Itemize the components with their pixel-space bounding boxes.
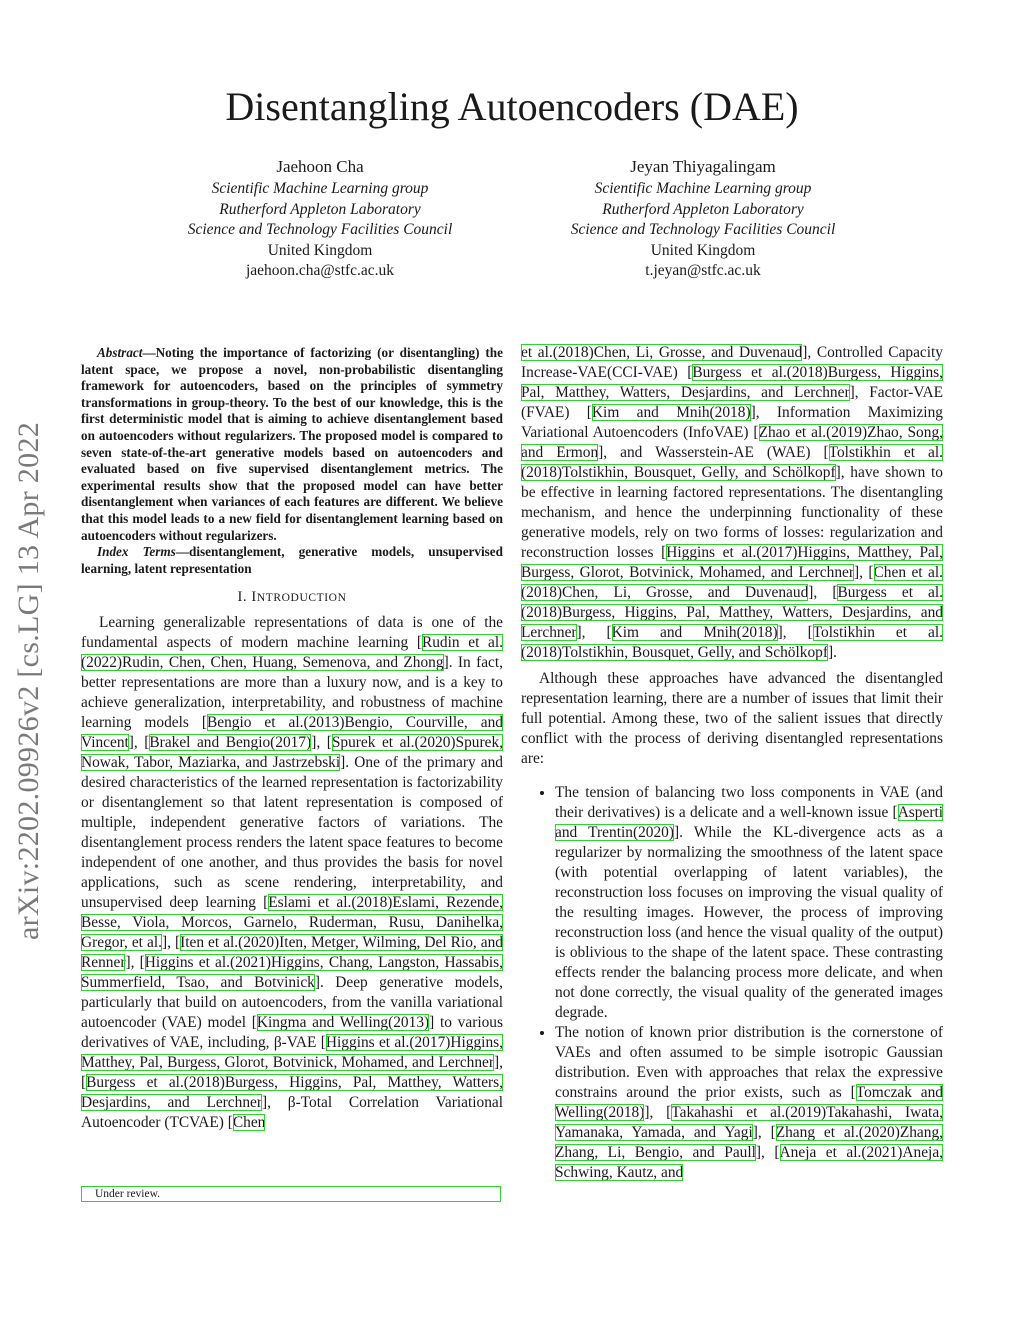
intro-paragraph-continued: [521, 343, 943, 663]
text-run: ], [: [777, 624, 813, 641]
citation-link[interactable]: Kim and Mnih(2018): [591, 404, 751, 421]
citation-link[interactable]: Higgins et al.(2021)Higgins, Chang, Langston, Hassabis, Summerfield, Tsao, and Botvinick: [81, 954, 504, 992]
author-email: jaehoon.cha@stfc.ac.uk: [245, 262, 395, 279]
text-run: ] to various derivatives of VAE, including, β-VAE [: [81, 1014, 503, 1052]
text-run: ]. One of the primary and desired characteristics of the learned representation is factorizability or disentanglement so that latent representation is composed of multiple, independent generative factors of variations. The disentanglement process renders the latent space features to become independent of one another, and thus provides the basis for novel applications, such as scene rendering, interpretability, and unsupervised deep learning [: [81, 754, 503, 912]
citation-link[interactable]: Iten et al.(2020)Iten, Metger, Wilming, Del Rio, and Renner: [81, 934, 503, 972]
arxiv-stamp: arXiv:2202.09926v2 [cs.LG] 13 Apr 2022: [12, 421, 45, 940]
text-run: ], [: [576, 624, 612, 641]
citation-link[interactable]: Zhang et al.(2020)Zhang, Zhang, Li, Bengio, and Paull: [555, 1124, 944, 1161]
section-heading-introduction: [81, 588, 503, 607]
text-run: ], [: [81, 1054, 503, 1092]
text-run: ], have shown to be effective in learning factored representations. The disentangling mechanism, and hence the underpinning functionality of these generative models, rely on two forms of losses: regularization and reconstruction losses [: [521, 464, 943, 561]
text-run: ], Information Maximizing Variational Autoencoders (InfoVAE) [: [521, 404, 943, 441]
citation-link[interactable]: Burgess et al.(2018)Burgess, Higgins, Pal, Matthey, Watters, Desjardins, and Lerchner: [521, 364, 944, 401]
citation-link[interactable]: Asperti and Trentin(2020): [555, 804, 943, 841]
author-country: United Kingdom: [267, 241, 373, 259]
abstract-lead: Abstract: [97, 345, 143, 360]
text-run: ], [: [125, 954, 145, 972]
text-run: ], [: [755, 1144, 780, 1161]
author-block-1: [140, 156, 500, 282]
text-run: ], [: [311, 734, 332, 752]
text-run: ], and Wasserstein-AE (WAE) [: [598, 444, 829, 461]
text-run: The tension of balancing two loss components in VAE (and their derivatives) is a delicate and a well-known issue [: [555, 784, 943, 821]
text-run: ], [: [854, 564, 874, 581]
citation-link[interactable]: Aneja et al.(2021)Aneja, Schwing, Kautz, and: [555, 1144, 944, 1181]
list-item: [555, 783, 943, 1023]
author-lab: Rutherford Appleton Laboratory: [219, 200, 421, 218]
author-council: Science and Technology Facilities Council: [570, 221, 836, 238]
paper-title: Disentangling Autoencoders (DAE): [225, 84, 799, 129]
section-title-rest: NTRODUCTION: [256, 592, 347, 605]
citation-link[interactable]: Brakel and Bengio(2017): [149, 734, 312, 752]
author-block-2: [523, 156, 883, 282]
author-email: t.jeyan@stfc.ac.uk: [645, 262, 761, 279]
author-council: Science and Technology Facilities Council: [187, 221, 453, 238]
citation-link[interactable]: Eslami et al.(2018)Eslami, Rezende, Besse, Viola, Morcos, Garnelo, Ruderman, Rusu, Danihelka, Gregor, et al.: [81, 894, 503, 952]
index-terms: [81, 544, 503, 577]
left-column: [81, 345, 503, 1133]
footnote[interactable]: Under review.: [81, 1186, 501, 1202]
text-run: ], [: [752, 1124, 776, 1141]
citation-link[interactable]: Zhao et al.(2019)Zhao, Song, and Ermon: [521, 424, 943, 461]
citation-link[interactable]: Kingma and Welling(2013): [256, 1014, 430, 1032]
citation-link[interactable]: Higgins et al.(2017)Higgins, Matthey, Pal, Burgess, Glorot, Botvinick, Mohamed, and Lerchner: [81, 1034, 503, 1072]
text-run: ], [: [808, 584, 838, 601]
intro-paragraph: [81, 613, 503, 1133]
text-run: ]. Deep generative models, particularly that build on autoencoders, from the vanilla variational autoencoder (VAE) model [: [81, 974, 503, 1032]
text-run: ], Controlled Capacity Increase-VAE(CCI-VAE) [: [521, 344, 943, 381]
author-name: Jeyan Thiyagalingam: [630, 157, 776, 176]
text-run: The notion of known prior distribution is the cornerstone of VAEs and often assumed to be simple isotropic Gaussian distribution. Even with approaches that relax the expressive constrains around the prior exists, such as [: [555, 1024, 943, 1101]
abstract: [81, 345, 503, 544]
author-lab: Rutherford Appleton Laboratory: [602, 200, 804, 218]
author-name: Jaehoon Cha: [276, 157, 364, 176]
text-run: ], Factor-VAE (FVAE) [: [521, 384, 943, 421]
issues-list: [521, 783, 943, 1183]
citation-link[interactable]: Chen: [232, 1114, 266, 1132]
abstract-body: —Noting the importance of factorizing (or disentangling) the latent space, we propose a novel, non-probabilistic disentangling framework for autoencoders, based on the principles of symmetry transformations in group-theory. To the best of our knowledge, this is the first deterministic model that is aiming to achieve disentanglement based on autoencoders without regularizers. The proposed model is compared to seven state-of-the-art generative models based on autoencoders and evaluated based on five supervised disentanglement metrics. The experimental results show that the proposed model can have better disentanglement when variances of each features are different. We believe that this model leads to a new field for disentanglement learning based on autoencoders without regularizers.: [81, 345, 503, 543]
text-run: Learning generalizable representations of data is one of the fundamental aspects of modern machine learning [: [81, 614, 503, 652]
citation-link[interactable]: Rudin et al.(2022)Rudin, Chen, Chen, Huang, Semenova, and Zhong: [81, 634, 503, 672]
citation-link[interactable]: Burgess et al.(2018)Burgess, Higgins, Pal, Matthey, Watters, Desjardins, and Lerchner: [521, 584, 943, 641]
issues-paragraph: Although these approaches have advanced the disentangled representation learning, there are a number of issues that limit their full potential. Among these, two of the salient issues that directly conflict with the process of deriving disentangled representations are:: [521, 670, 943, 767]
citation-link[interactable]: Takahashi et al.(2019)Takahashi, Iwata, Yamanaka, Yamada, and Yagi: [555, 1104, 943, 1141]
citation-link[interactable]: Chen et al.(2018)Chen, Li, Grosse, and Duvenaud: [521, 564, 943, 601]
citation-link[interactable]: Spurek et al.(2020)Spurek, Nowak, Tabor, Maziarka, and Jastrzebski: [81, 734, 504, 772]
section-number: I.: [237, 589, 252, 606]
text-run: ], β-Total Correlation Variational Autoencoder (TCVAE) [: [81, 1094, 504, 1132]
citation-link[interactable]: Burgess et al.(2018)Burgess, Higgins, Pal, Matthey, Watters, Desjardins, and Lerchner: [81, 1074, 503, 1112]
index-terms-body: —disentanglement, generative models, unsupervised learning, latent representation: [81, 544, 503, 576]
author-country: United Kingdom: [650, 241, 756, 259]
author-group: Scientific Machine Learning group: [211, 180, 429, 197]
text-run: ], [: [161, 934, 181, 952]
list-item: [555, 1023, 943, 1183]
author-group: Scientific Machine Learning group: [594, 180, 812, 197]
text-run: ], [: [644, 1104, 672, 1121]
text-run: ], [: [128, 734, 150, 752]
text-run: ].: [828, 644, 837, 661]
text-run: ]. While the KL-divergence acts as a regularizer by normalizing the smoothness of the latent space (with potential overlapping of latent variables), the reconstruction loss focuses on improving the visual quality of the resulting images. However, the process of improving reconstruction loss (and hence the visual quality of the output) is oblivious to the shape of the latent space. These contrasting effects render the balancing process more delicate, and when not done correctly, the visual quality of the generated images degrade.: [555, 824, 943, 1021]
citation-link[interactable]: Tolstikhin et al.(2018)Tolstikhin, Bousquet, Gelly, and Schölkopf: [521, 444, 943, 481]
citation-link[interactable]: et al.(2018)Chen, Li, Grosse, and Duvenaud: [521, 344, 803, 361]
citation-link[interactable]: Tolstikhin et al.(2018)Tolstikhin, Bousquet, Gelly, and Schölkopf: [521, 624, 943, 661]
text-run: ]. In fact, better representations are more than a luxury now, and is a key to achieve generalization, interpretability, and robustness of machine learning models [: [81, 654, 503, 732]
index-terms-lead: Index Terms: [97, 544, 176, 560]
citation-link[interactable]: Kim and Mnih(2018): [611, 624, 778, 641]
citation-link[interactable]: Bengio et al.(2013)Bengio, Courville, and Vincent: [81, 714, 503, 752]
section-initial: I: [251, 589, 257, 606]
citation-link[interactable]: Tomczak and Welling(2018): [555, 1084, 943, 1121]
right-column: [521, 343, 943, 1183]
citation-link[interactable]: Higgins et al.(2017)Higgins, Matthey, Pal, Burgess, Glorot, Botvinick, Mohamed, and Lerchner: [521, 544, 943, 581]
